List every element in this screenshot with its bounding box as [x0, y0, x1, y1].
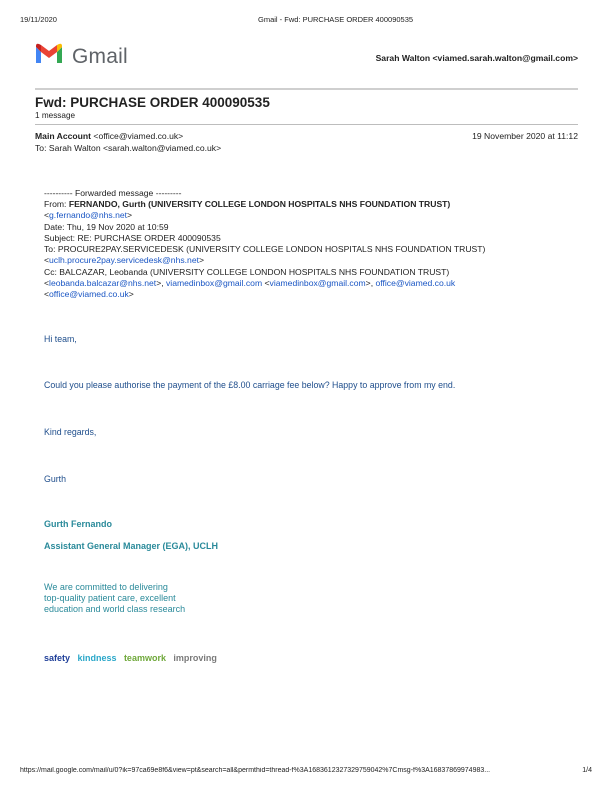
gmail-logo[interactable]	[34, 43, 64, 70]
signature-role: Assistant General Manager (EGA), UCLH	[44, 541, 219, 551]
message-date: 19 November 2020 at 11:12	[472, 131, 578, 141]
angle-close: >	[127, 210, 133, 220]
angle-open: <	[44, 278, 50, 288]
forwarded-from-email-link[interactable]: g.fernando@nhs.net	[49, 210, 128, 220]
cc-email-link-4[interactable]: office@viamed.co.uk	[375, 278, 456, 288]
sender-name: Main Account	[35, 131, 92, 141]
forwarded-cc-emails-line	[44, 278, 455, 288]
value-teamwork: teamwork	[123, 653, 166, 663]
angle-close: >	[128, 289, 134, 299]
gmail-wordmark: Gmail	[72, 45, 128, 68]
angle-close: >	[199, 255, 205, 265]
cc-email-link-5[interactable]: office@viamed.co.uk	[49, 289, 129, 299]
signature-tagline-line-2: top-quality patient care, excellent	[44, 593, 176, 603]
angle-open: <	[44, 210, 50, 220]
forwarded-cc: Cc: BALCAZAR, Leobanda (UNIVERSITY COLLEGE LONDON HOSPITALS NHS FOUNDATION TRUST)	[44, 267, 450, 277]
message-count: 1 message	[35, 111, 76, 120]
forwarded-subject: Subject: RE: PURCHASE ORDER 400090535	[44, 233, 221, 243]
account-identity: Sarah Walton <viamed.sarah.walton@gmail.com>	[375, 53, 578, 63]
cc-email-link-3[interactable]: viamedinbox@gmail.com	[269, 278, 366, 288]
forwarded-marker: ---------- Forwarded message ---------	[44, 188, 182, 198]
forwarded-to-email-line	[44, 255, 204, 265]
body-sender-name: Gurth	[44, 474, 67, 484]
cc-email-link-1[interactable]: leobanda.balcazar@nhs.net	[49, 278, 157, 288]
body-text: Could you please authorise the payment of the £8.00 carriage fee below? Happy to approve from my end.	[44, 380, 456, 390]
forwarded-cc-emails-line-2	[44, 289, 134, 299]
gmail-m-icon	[34, 43, 64, 65]
forwarded-to-email-link[interactable]: uclh.procure2pay.servicedesk@nhs.net	[49, 255, 199, 265]
signature-tagline-line-3: education and world class research	[44, 604, 186, 614]
forwarded-to: To: PROCURE2PAY.SERVICEDESK (UNIVERSITY COLLEGE LONDON HOSPITALS NHS FOUNDATION TRUST)	[44, 244, 486, 254]
print-title: Gmail - Fwd: PURCHASE ORDER 400090535	[258, 15, 414, 24]
cc-email-link-2[interactable]: viamedinbox@gmail.com	[165, 278, 263, 288]
body-closing: Kind regards,	[44, 427, 97, 437]
forwarded-from-name: FERNANDO, Gurth (UNIVERSITY COLLEGE LONDON HOSPITALS NHS FOUNDATION TRUST)	[68, 199, 451, 209]
page-number: 1/4	[582, 767, 592, 774]
thread-subject: Fwd: PURCHASE ORDER 400090535	[35, 95, 270, 110]
body-greeting: Hi team,	[44, 334, 77, 344]
message-sender	[35, 131, 183, 141]
angle-open: <	[262, 278, 270, 288]
signature-tagline-line-1: We are committed to delivering	[44, 582, 168, 592]
forwarded-from	[44, 199, 450, 209]
signature-values	[44, 648, 217, 666]
forwarded-from-label: From:	[44, 199, 69, 209]
sender-email: <office@viamed.co.uk>	[93, 131, 184, 141]
signature-name: Gurth Fernando	[44, 519, 112, 529]
value-kindness: kindness	[77, 653, 117, 663]
header-divider	[35, 88, 578, 90]
message-recipient: To: Sarah Walton <sarah.walton@viamed.co.uk>	[35, 143, 222, 153]
angle-open: <	[44, 255, 50, 265]
subject-divider	[35, 124, 578, 125]
angle-open: <	[44, 289, 50, 299]
value-improving: improving	[173, 653, 217, 663]
separator: >,	[156, 278, 166, 288]
forwarded-date: Date: Thu, 19 Nov 2020 at 10:59	[44, 222, 169, 232]
forwarded-from-email-line	[44, 210, 132, 220]
value-safety: safety	[44, 653, 71, 663]
print-url: https://mail.google.com/mail/u/0?ik=97ca69e8f6&view=pt&search=all&permthid=thread-f%3A1683612327329759042%7Cmsg-f%3A16837869974983...	[20, 767, 491, 774]
separator: >,	[365, 278, 376, 288]
print-date: 19/11/2020	[20, 15, 57, 24]
